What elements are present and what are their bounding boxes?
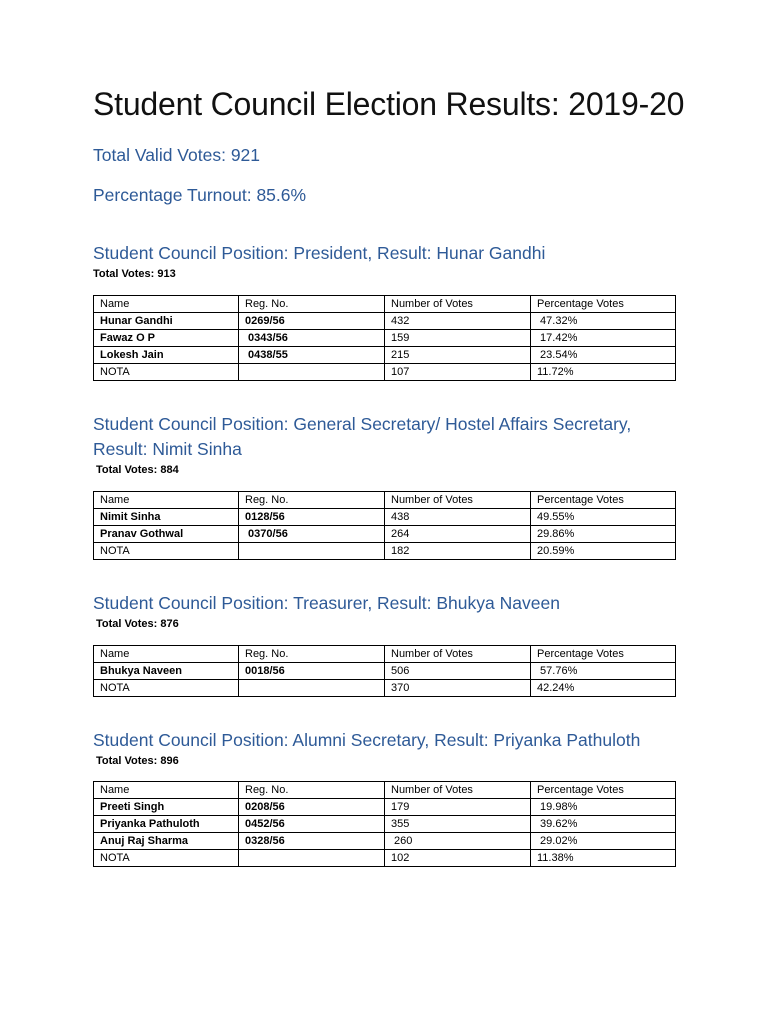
reg-no — [239, 680, 385, 697]
reg-no: 0208/56 — [239, 799, 385, 816]
reg-no — [239, 850, 385, 867]
percentage-votes: 11.38% — [531, 850, 676, 867]
table-header-row — [94, 492, 676, 509]
candidate-name: NOTA — [94, 364, 239, 381]
percentage-votes: 49.55% — [531, 509, 676, 526]
percentage-votes: 20.59% — [531, 543, 676, 560]
table-row-nota — [94, 680, 676, 697]
percentage-votes: 29.86% — [531, 526, 676, 543]
section-heading: Student Council Position: President, Result: Hunar Gandhi — [93, 243, 546, 263]
column-header-reg-no: Reg. No. — [239, 782, 385, 799]
column-header-number-of-votes: Number of Votes — [385, 646, 531, 663]
results-table — [93, 645, 676, 697]
number-of-votes: 370 — [385, 680, 531, 697]
column-header-name: Name — [94, 782, 239, 799]
number-of-votes: 159 — [385, 330, 531, 347]
total-votes: Total Votes: 896 — [96, 755, 179, 767]
column-header-percentage-votes: Percentage Votes — [531, 646, 676, 663]
number-of-votes: 355 — [385, 816, 531, 833]
reg-no: 0328/56 — [239, 833, 385, 850]
total-votes: Total Votes: 913 — [93, 268, 176, 280]
column-header-reg-no: Reg. No. — [239, 492, 385, 509]
section-heading: Student Council Position: Alumni Secretary, Result: Priyanka Pathuloth — [93, 730, 641, 750]
column-header-name: Name — [94, 296, 239, 313]
candidate-name: Bhukya Naveen — [94, 663, 239, 680]
number-of-votes: 107 — [385, 364, 531, 381]
reg-no: 0438/55 — [239, 347, 385, 364]
column-header-number-of-votes: Number of Votes — [385, 782, 531, 799]
number-of-votes: 215 — [385, 347, 531, 364]
table-row — [94, 347, 676, 364]
percentage-votes: 17.42% — [531, 330, 676, 347]
candidate-name: Hunar Gandhi — [94, 313, 239, 330]
number-of-votes: 182 — [385, 543, 531, 560]
column-header-percentage-votes: Percentage Votes — [531, 782, 676, 799]
reg-no — [239, 364, 385, 381]
table-row — [94, 799, 676, 816]
table-row-nota — [94, 364, 676, 381]
column-header-reg-no: Reg. No. — [239, 296, 385, 313]
percentage-votes: 19.98% — [531, 799, 676, 816]
number-of-votes: 102 — [385, 850, 531, 867]
table-row — [94, 526, 676, 543]
reg-no: 0452/56 — [239, 816, 385, 833]
column-header-percentage-votes: Percentage Votes — [531, 492, 676, 509]
total-votes: Total Votes: 876 — [96, 618, 179, 630]
percentage-votes: 47.32% — [531, 313, 676, 330]
reg-no: 0269/56 — [239, 313, 385, 330]
candidate-name: NOTA — [94, 543, 239, 560]
percentage-votes: 42.24% — [531, 680, 676, 697]
reg-no — [239, 543, 385, 560]
percentage-turnout: Percentage Turnout: 85.6% — [93, 185, 307, 205]
candidate-name: Lokesh Jain — [94, 347, 239, 364]
candidate-name: Preeti Singh — [94, 799, 239, 816]
section-heading: Student Council Position: Treasurer, Result: Bhukya Naveen — [93, 593, 560, 613]
percentage-votes: 39.62% — [531, 816, 676, 833]
table-row — [94, 509, 676, 526]
table-row — [94, 833, 676, 850]
number-of-votes: 179 — [385, 799, 531, 816]
column-header-name: Name — [94, 646, 239, 663]
table-row — [94, 816, 676, 833]
percentage-votes: 29.02% — [531, 833, 676, 850]
percentage-votes: 23.54% — [531, 347, 676, 364]
number-of-votes: 432 — [385, 313, 531, 330]
table-row — [94, 663, 676, 680]
reg-no: 0370/56 — [239, 526, 385, 543]
reg-no: 0128/56 — [239, 509, 385, 526]
candidate-name: Pranav Gothwal — [94, 526, 239, 543]
total-valid-votes: Total Valid Votes: 921 — [93, 145, 261, 165]
column-header-reg-no: Reg. No. — [239, 646, 385, 663]
table-row-nota — [94, 850, 676, 867]
column-header-number-of-votes: Number of Votes — [385, 492, 531, 509]
number-of-votes: 438 — [385, 509, 531, 526]
number-of-votes: 264 — [385, 526, 531, 543]
number-of-votes: 506 — [385, 663, 531, 680]
column-header-name: Name — [94, 492, 239, 509]
candidate-name: Anuj Raj Sharma — [94, 833, 239, 850]
table-row — [94, 330, 676, 347]
reg-no: 0018/56 — [239, 663, 385, 680]
candidate-name: Nimit Sinha — [94, 509, 239, 526]
table-row-nota — [94, 543, 676, 560]
percentage-votes: 57.76% — [531, 663, 676, 680]
table-row — [94, 313, 676, 330]
results-table — [93, 781, 676, 867]
candidate-name: NOTA — [94, 680, 239, 697]
candidate-name: Fawaz O P — [94, 330, 239, 347]
table-header-row — [94, 646, 676, 663]
table-header-row — [94, 296, 676, 313]
percentage-votes: 11.72% — [531, 364, 676, 381]
candidate-name: NOTA — [94, 850, 239, 867]
table-header-row — [94, 782, 676, 799]
total-votes: Total Votes: 884 — [96, 464, 179, 476]
column-header-percentage-votes: Percentage Votes — [531, 296, 676, 313]
results-table — [93, 491, 676, 560]
section-heading: Student Council Position: General Secretary/ Hostel Affairs Secretary, Result: Nimit Sinha — [93, 414, 632, 459]
results-table — [93, 295, 676, 381]
reg-no: 0343/56 — [239, 330, 385, 347]
number-of-votes: 260 — [385, 833, 531, 850]
page-title: Student Council Election Results: 2019-20 — [93, 86, 685, 122]
column-header-number-of-votes: Number of Votes — [385, 296, 531, 313]
candidate-name: Priyanka Pathuloth — [94, 816, 239, 833]
